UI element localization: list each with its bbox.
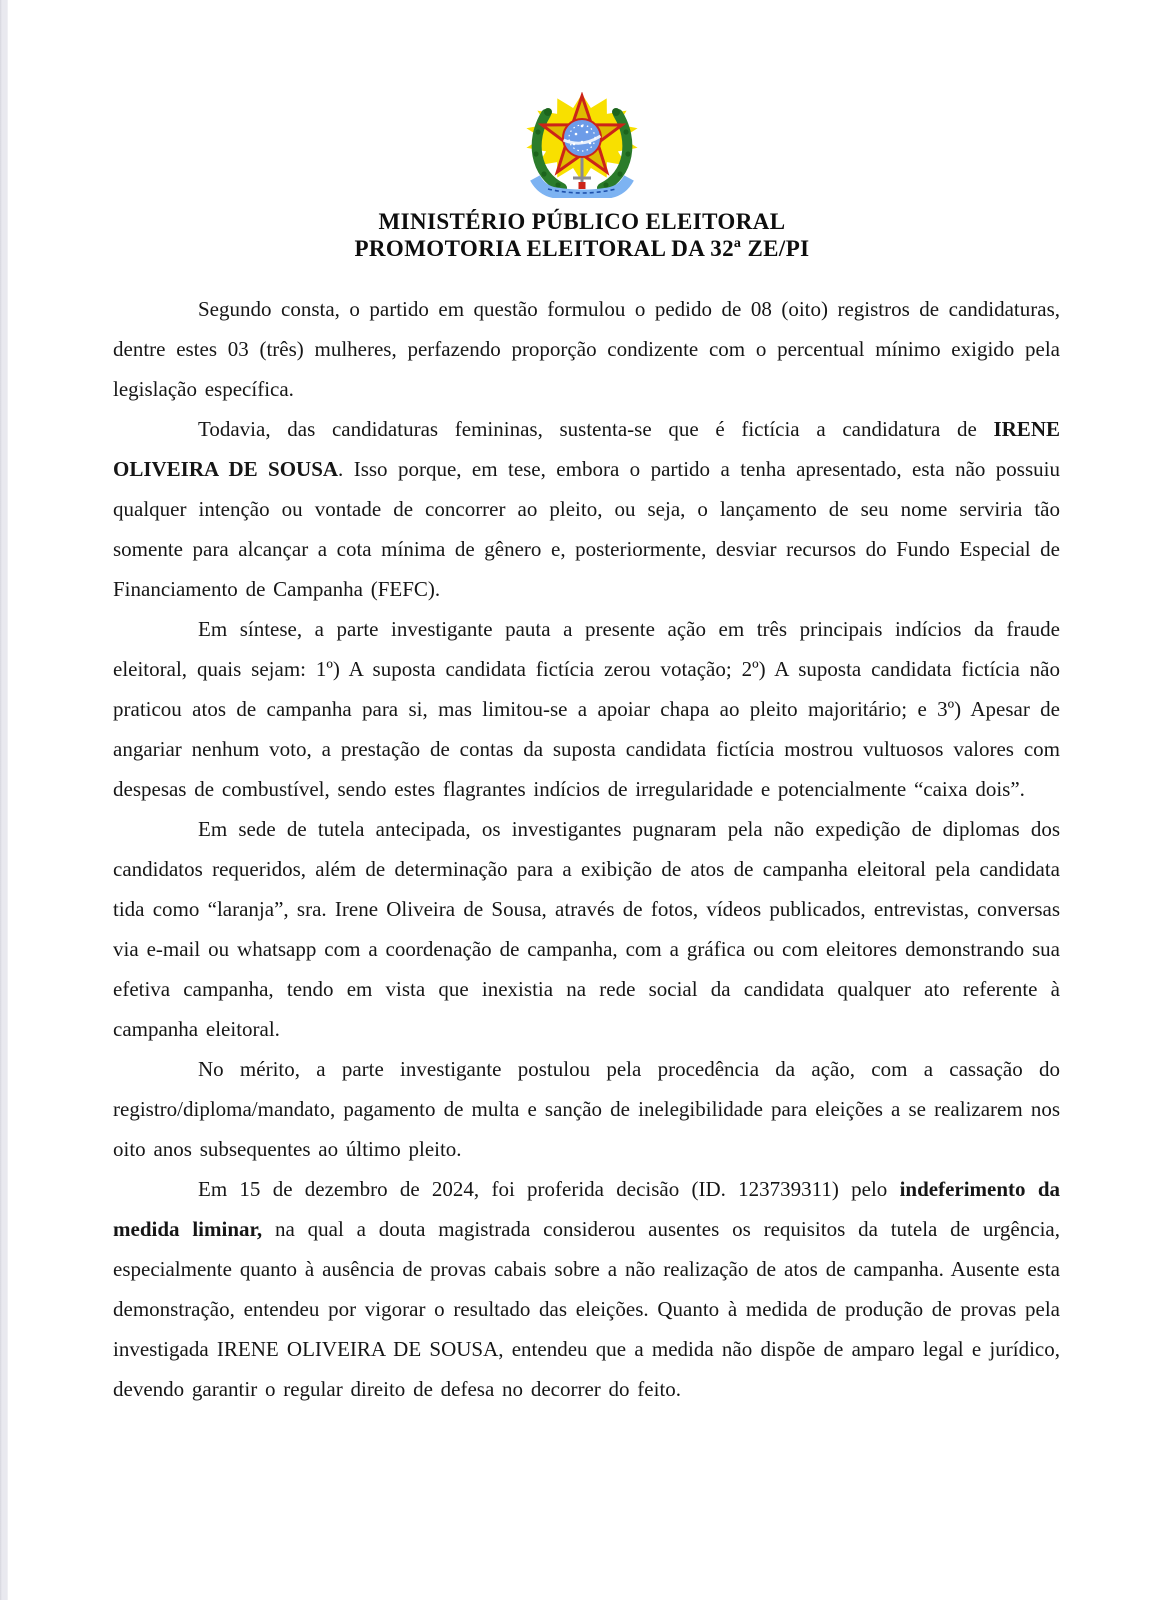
document-header: [0, 0, 1164, 262]
header-org-name: MINISTÉRIO PÚBLICO ELEITORAL: [378, 209, 786, 234]
text-run: Todavia, das candidaturas femininas, sustenta-se que é fictícia a candidatura de: [198, 417, 994, 441]
text-run: . Isso porque, em tese, embora o partido a tenha apresentado, esta não possuiu qualquer intenção ou vontade de concorrer ao pleito, ou seja, o lançamento de seu nome serviria tão somente para alcançar a cota mínima de gênero e, posteriormente, desviar recursos do Fundo Especial de Financiamento de Campanha (FEFC).: [113, 457, 1060, 601]
emblem-globe: [563, 119, 601, 157]
text-run: na qual a douta magistrada considerou ausentes os requisitos da tutela de urgência, especialmente quanto à ausência de provas cabais sobre a não realização de atos de campanha. Ausente esta demonstração, entendeu por vigorar o resultado das eleições. Quanto à medida de produção de provas pela investigada IRENE OLIVEIRA DE SOUSA, entendeu que a medida não dispõe de amparo legal e jurídico, devendo garantir o regular direito de defesa no decorrer do feito.: [113, 1217, 1060, 1401]
text-run: Em sede de tutela antecipada, os investigantes pugnaram pela não expedição de diplomas dos candidatos requeridos, além de determinação para a exibição de atos de campanha eleitoral pela candidata tida como “laranja”, sra. Irene Oliveira de Sousa, através de fotos, vídeos publicados, entrevistas, conversas via e-mail ou whatsapp com a coordenação de campanha, com a gráfica ou com eleitores demonstrando sua efetiva campanha, tendo em vista que inexistia na rede social da candidata qualquer ato referente à campanha eleitoral.: [113, 817, 1060, 1041]
paragraph: [113, 809, 1060, 1049]
paragraph: [113, 1049, 1060, 1169]
text-run: Em 15 de dezembro de 2024, foi proferida decisão (ID. 123739311) pelo: [198, 1177, 900, 1201]
paragraph: [113, 609, 1060, 809]
page-edge-strip: [0, 0, 8, 1600]
paragraph: [113, 409, 1060, 609]
text-run: No mérito, a parte investigante postulou pela procedência da ação, com a cassação do registro/diploma/mandato, pagamento de multa e sanção de inelegibilidade para eleições a se realizarem nos oito anos subsequentes ao último pleito.: [113, 1057, 1060, 1161]
text-run: Segundo consta, o partido em questão formulou o pedido de 08 (oito) registros de candidaturas, dentre estes 03 (três) mulheres, perfazendo proporção condizente com o percentual mínimo exigido pela legislação específica.: [113, 297, 1060, 401]
text-run: Em síntese, a parte investigante pauta a presente ação em três principais indícios da fraude eleitoral, quais sejam: 1º) A suposta candidata fictícia zerou votação; 2º) A suposta candidata fictícia não praticou atos de campanha para si, mas limitou-se a apoiar chapa ao pleito majoritário; e 3º) Apesar de angariar nenhum voto, a prestação de contas da suposta candidata fictícia mostrou vultuosos valores com despesas de combustível, sendo estes flagrantes indícios de irregularidade e potencialmente “caixa dois”.: [113, 617, 1060, 801]
header-org-unit: PROMOTORIA ELEITORAL DA 32ª ZE/PI: [354, 236, 810, 261]
paragraph: [113, 1169, 1060, 1409]
document-body: [113, 289, 1060, 1409]
bold-text-run: IRENE OLIVEIRA DE SOUSA: [113, 417, 1060, 481]
bold-text-run: indeferimento da medida liminar,: [113, 1177, 1060, 1241]
paragraph: [113, 289, 1060, 409]
brazil-coat-of-arms-icon: [522, 92, 642, 198]
